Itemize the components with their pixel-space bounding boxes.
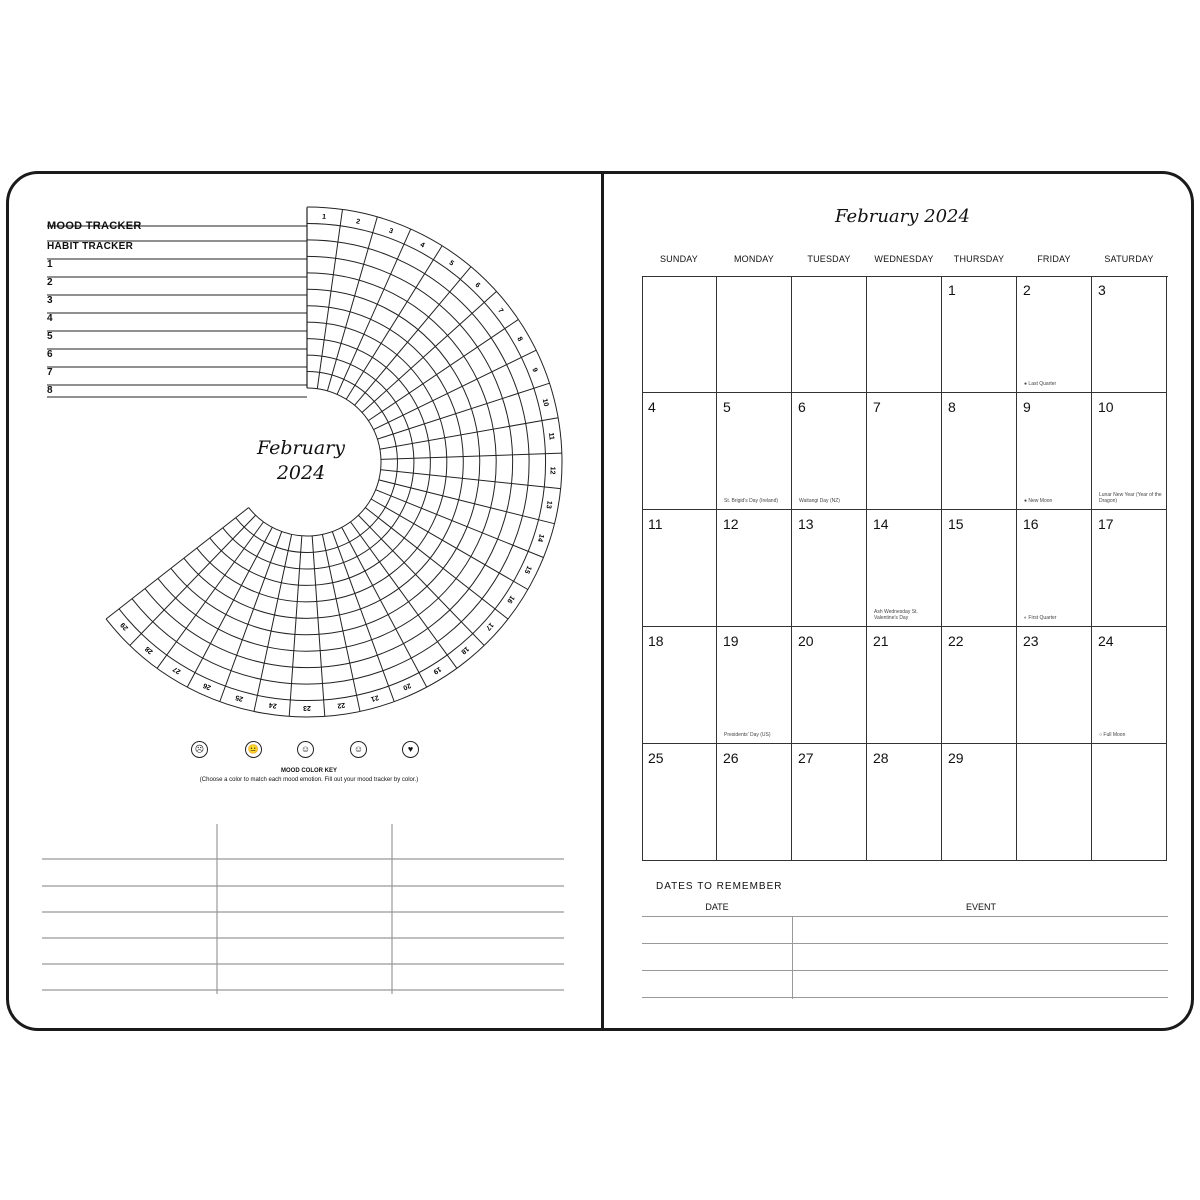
calendar-day-cell[interactable]	[1092, 744, 1167, 861]
tracker-day-label: 27	[171, 664, 183, 676]
day-number: 16	[1023, 516, 1039, 532]
day-number: 24	[1098, 633, 1114, 649]
calendar-day-cell[interactable]	[792, 393, 867, 510]
day-number: 3	[1098, 282, 1106, 298]
weekday-header: SATURDAY	[1104, 254, 1154, 264]
day-number: 7	[873, 399, 881, 415]
calendar-grid	[642, 276, 1168, 861]
event-column-header: EVENT	[965, 902, 996, 912]
day-number: 12	[723, 516, 739, 532]
day-number: 6	[798, 399, 806, 415]
habit-number: 4	[47, 313, 53, 324]
weekday-header: FRIDAY	[1037, 254, 1071, 264]
day-number: 27	[798, 750, 814, 766]
day-number: 1	[948, 282, 956, 298]
tracker-spoke	[289, 536, 302, 717]
calendar-day-cell[interactable]	[867, 744, 942, 861]
neutral-face-icon: 😐	[245, 741, 262, 758]
day-number: 26	[723, 750, 739, 766]
tracker-spoke	[371, 499, 528, 590]
calendar-day-cell[interactable]	[792, 627, 867, 744]
tracker-day-label: 28	[144, 644, 155, 656]
habit-number: 3	[47, 295, 53, 306]
tracker-day-label: 15	[522, 564, 533, 575]
calendar-day-cell[interactable]	[1092, 393, 1167, 510]
tracker-day-label: 26	[202, 681, 213, 691]
happy-face-icon: ☺	[350, 741, 367, 758]
habit-number: 1	[47, 259, 53, 270]
day-note: Ash Wednesday St. Valentine's Day	[874, 609, 918, 621]
tracker-spoke	[106, 508, 249, 619]
day-number: 20	[798, 633, 814, 649]
habit-number: 8	[47, 385, 53, 396]
calendar-day-cell[interactable]	[942, 744, 1017, 861]
day-number: 2	[1023, 282, 1031, 298]
day-number: 5	[723, 399, 731, 415]
remember-line	[642, 943, 1168, 944]
tracker-spoke	[381, 453, 562, 459]
calendar-day-cell[interactable]	[642, 276, 717, 393]
tracker-month-label	[221, 436, 381, 486]
tracker-day-label: 9	[530, 366, 539, 374]
tracker-day-label: 18	[459, 644, 470, 656]
day-number: 19	[723, 633, 739, 649]
remember-line	[642, 997, 1168, 998]
day-number: 13	[798, 516, 814, 532]
day-number: 4	[648, 399, 656, 415]
mood-color-key-note: (Choose a color to match each mood emotion. Fill out your mood tracker by color.)	[199, 777, 419, 783]
tracker-day-label: 1	[321, 213, 327, 221]
calendar-day-cell[interactable]	[942, 276, 1017, 393]
calendar-day-cell[interactable]	[867, 393, 942, 510]
day-number: 25	[648, 750, 664, 766]
day-note: Waitangi Day (NZ)	[799, 498, 840, 504]
remember-divider	[792, 916, 793, 999]
tracker-day-label: 12	[548, 466, 556, 475]
calendar-day-cell[interactable]	[1017, 627, 1092, 744]
day-number: 28	[873, 750, 889, 766]
tracker-day-label: 10	[540, 398, 550, 408]
tracker-day-label: 13	[544, 500, 553, 510]
day-number: 10	[1098, 399, 1114, 415]
remember-line	[642, 970, 1168, 971]
calendar-day-cell[interactable]	[642, 744, 717, 861]
tracker-spoke	[346, 246, 442, 399]
mood-color-key-title: MOOD COLOR KEY	[280, 768, 337, 774]
tracker-day-label: 6	[473, 281, 482, 290]
day-note: Presidents' Day (US)	[724, 732, 771, 738]
tracker-day-label: 14	[535, 533, 545, 543]
calendar-day-cell[interactable]	[717, 627, 792, 744]
calendar-day-cell[interactable]	[717, 276, 792, 393]
calendar-day-cell[interactable]	[1092, 276, 1167, 393]
calendar-day-cell[interactable]	[717, 393, 792, 510]
remember-line	[642, 916, 1168, 917]
tracker-day-label: 29	[119, 620, 130, 632]
day-number: 8	[948, 399, 956, 415]
love-face-icon: ♥	[402, 741, 419, 758]
tracker-day-label: 22	[336, 700, 346, 709]
tracker-spoke	[358, 515, 484, 645]
weekday-header: MONDAY	[733, 254, 775, 264]
habit-number: 7	[47, 367, 53, 378]
calendar-day-cell[interactable]	[1017, 276, 1092, 393]
day-number: 29	[948, 750, 964, 766]
tracker-day-label: 3	[387, 227, 394, 236]
calendar-day-cell[interactable]	[867, 276, 942, 393]
calendar-day-cell[interactable]	[717, 744, 792, 861]
day-note: ● Last Quarter	[1024, 381, 1057, 387]
calendar-day-cell[interactable]	[942, 393, 1017, 510]
calendar-title: February 2024	[835, 206, 970, 227]
tracker-spoke	[342, 527, 427, 687]
weekday-header: WEDNESDAY	[874, 254, 934, 264]
tracker-spoke	[355, 267, 471, 406]
day-number: 15	[948, 516, 964, 532]
calendar-day-cell[interactable]	[1017, 393, 1092, 510]
calendar-day-cell[interactable]	[792, 510, 867, 627]
calendar-day-cell[interactable]	[792, 744, 867, 861]
day-note: Lunar New Year (Year of the Dragon)	[1099, 492, 1162, 504]
day-number: 11	[648, 516, 663, 532]
date-column-header: DATE	[705, 902, 729, 912]
tracker-day-label: 25	[234, 693, 245, 703]
day-note: ● New Moon	[1024, 498, 1053, 504]
sad-face-icon: ☹	[191, 741, 208, 758]
tracker-spoke	[254, 534, 292, 711]
tracker-day-label: 21	[369, 693, 380, 703]
mood-tracker-title: MOOD TRACKER	[47, 220, 142, 232]
habit-tracker-title: HABIT TRACKER	[47, 241, 134, 252]
right-page-calendar	[604, 174, 1191, 1028]
calendar-day-cell[interactable]	[1092, 627, 1167, 744]
tracker-spoke	[130, 515, 256, 645]
left-page-mood-habit-tracker	[9, 174, 601, 1028]
calendar-day-cell[interactable]	[1017, 744, 1092, 861]
tracker-spoke	[312, 536, 325, 717]
tracker-day-label: 11	[547, 432, 555, 441]
habit-number: 5	[47, 331, 53, 342]
tracker-day-label: 8	[515, 335, 524, 343]
weekday-header: TUESDAY	[807, 254, 851, 264]
calendar-day-cell[interactable]	[867, 627, 942, 744]
day-number: 22	[948, 633, 964, 649]
calendar-day-cell[interactable]	[942, 510, 1017, 627]
smile-face-icon: ☺	[297, 741, 314, 758]
tracker-spoke	[381, 470, 561, 489]
tracker-spoke	[322, 534, 360, 711]
calendar-day-cell[interactable]	[642, 627, 717, 744]
tracker-day-label: 7	[496, 307, 505, 315]
calendar-day-cell[interactable]	[792, 276, 867, 393]
tracker-day-label: 17	[484, 620, 495, 632]
day-note: ○ Full Moon	[1099, 732, 1126, 738]
tracker-day-label: 24	[268, 700, 278, 709]
day-number: 9	[1023, 399, 1031, 415]
day-note: St. Brigid's Day (Ireland)	[724, 498, 779, 504]
tracker-day-label: 5	[447, 259, 455, 268]
habit-number: 2	[47, 277, 53, 288]
day-number: 21	[873, 633, 889, 649]
calendar-day-cell[interactable]	[942, 627, 1017, 744]
calendar-day-cell[interactable]	[1092, 510, 1167, 627]
planner-spread	[6, 171, 1194, 1031]
tracker-month-year: 2024	[276, 462, 326, 484]
weekday-header: THURSDAY	[953, 254, 1005, 264]
day-number: 23	[1023, 633, 1039, 649]
tracker-month-name: February	[256, 437, 345, 459]
tracker-day-label: 19	[431, 664, 443, 676]
habit-number: 6	[47, 349, 53, 360]
calendar-day-cell[interactable]	[1017, 510, 1092, 627]
weekday-header: SUNDAY	[659, 254, 699, 264]
day-number: 17	[1098, 516, 1114, 532]
tracker-day-label: 16	[505, 593, 516, 605]
day-number: 14	[873, 516, 889, 532]
calendar-day-cell[interactable]	[717, 510, 792, 627]
calendar-day-cell[interactable]	[642, 393, 717, 510]
tracker-day-label: 2	[355, 218, 361, 226]
tracker-spoke	[317, 209, 342, 388]
dates-to-remember-title: DATES TO REMEMBER	[656, 881, 783, 892]
day-number: 18	[648, 633, 664, 649]
tracker-day-label: 23	[303, 703, 311, 711]
day-note: ◐ First Quarter	[1024, 615, 1057, 621]
tracker-day-label: 20	[401, 681, 412, 691]
notes-table	[9, 814, 601, 1004]
tracker-day-label: 4	[418, 241, 426, 250]
calendar-day-cell[interactable]	[642, 510, 717, 627]
tracker-spoke	[337, 229, 411, 394]
calendar-day-cell[interactable]	[867, 510, 942, 627]
